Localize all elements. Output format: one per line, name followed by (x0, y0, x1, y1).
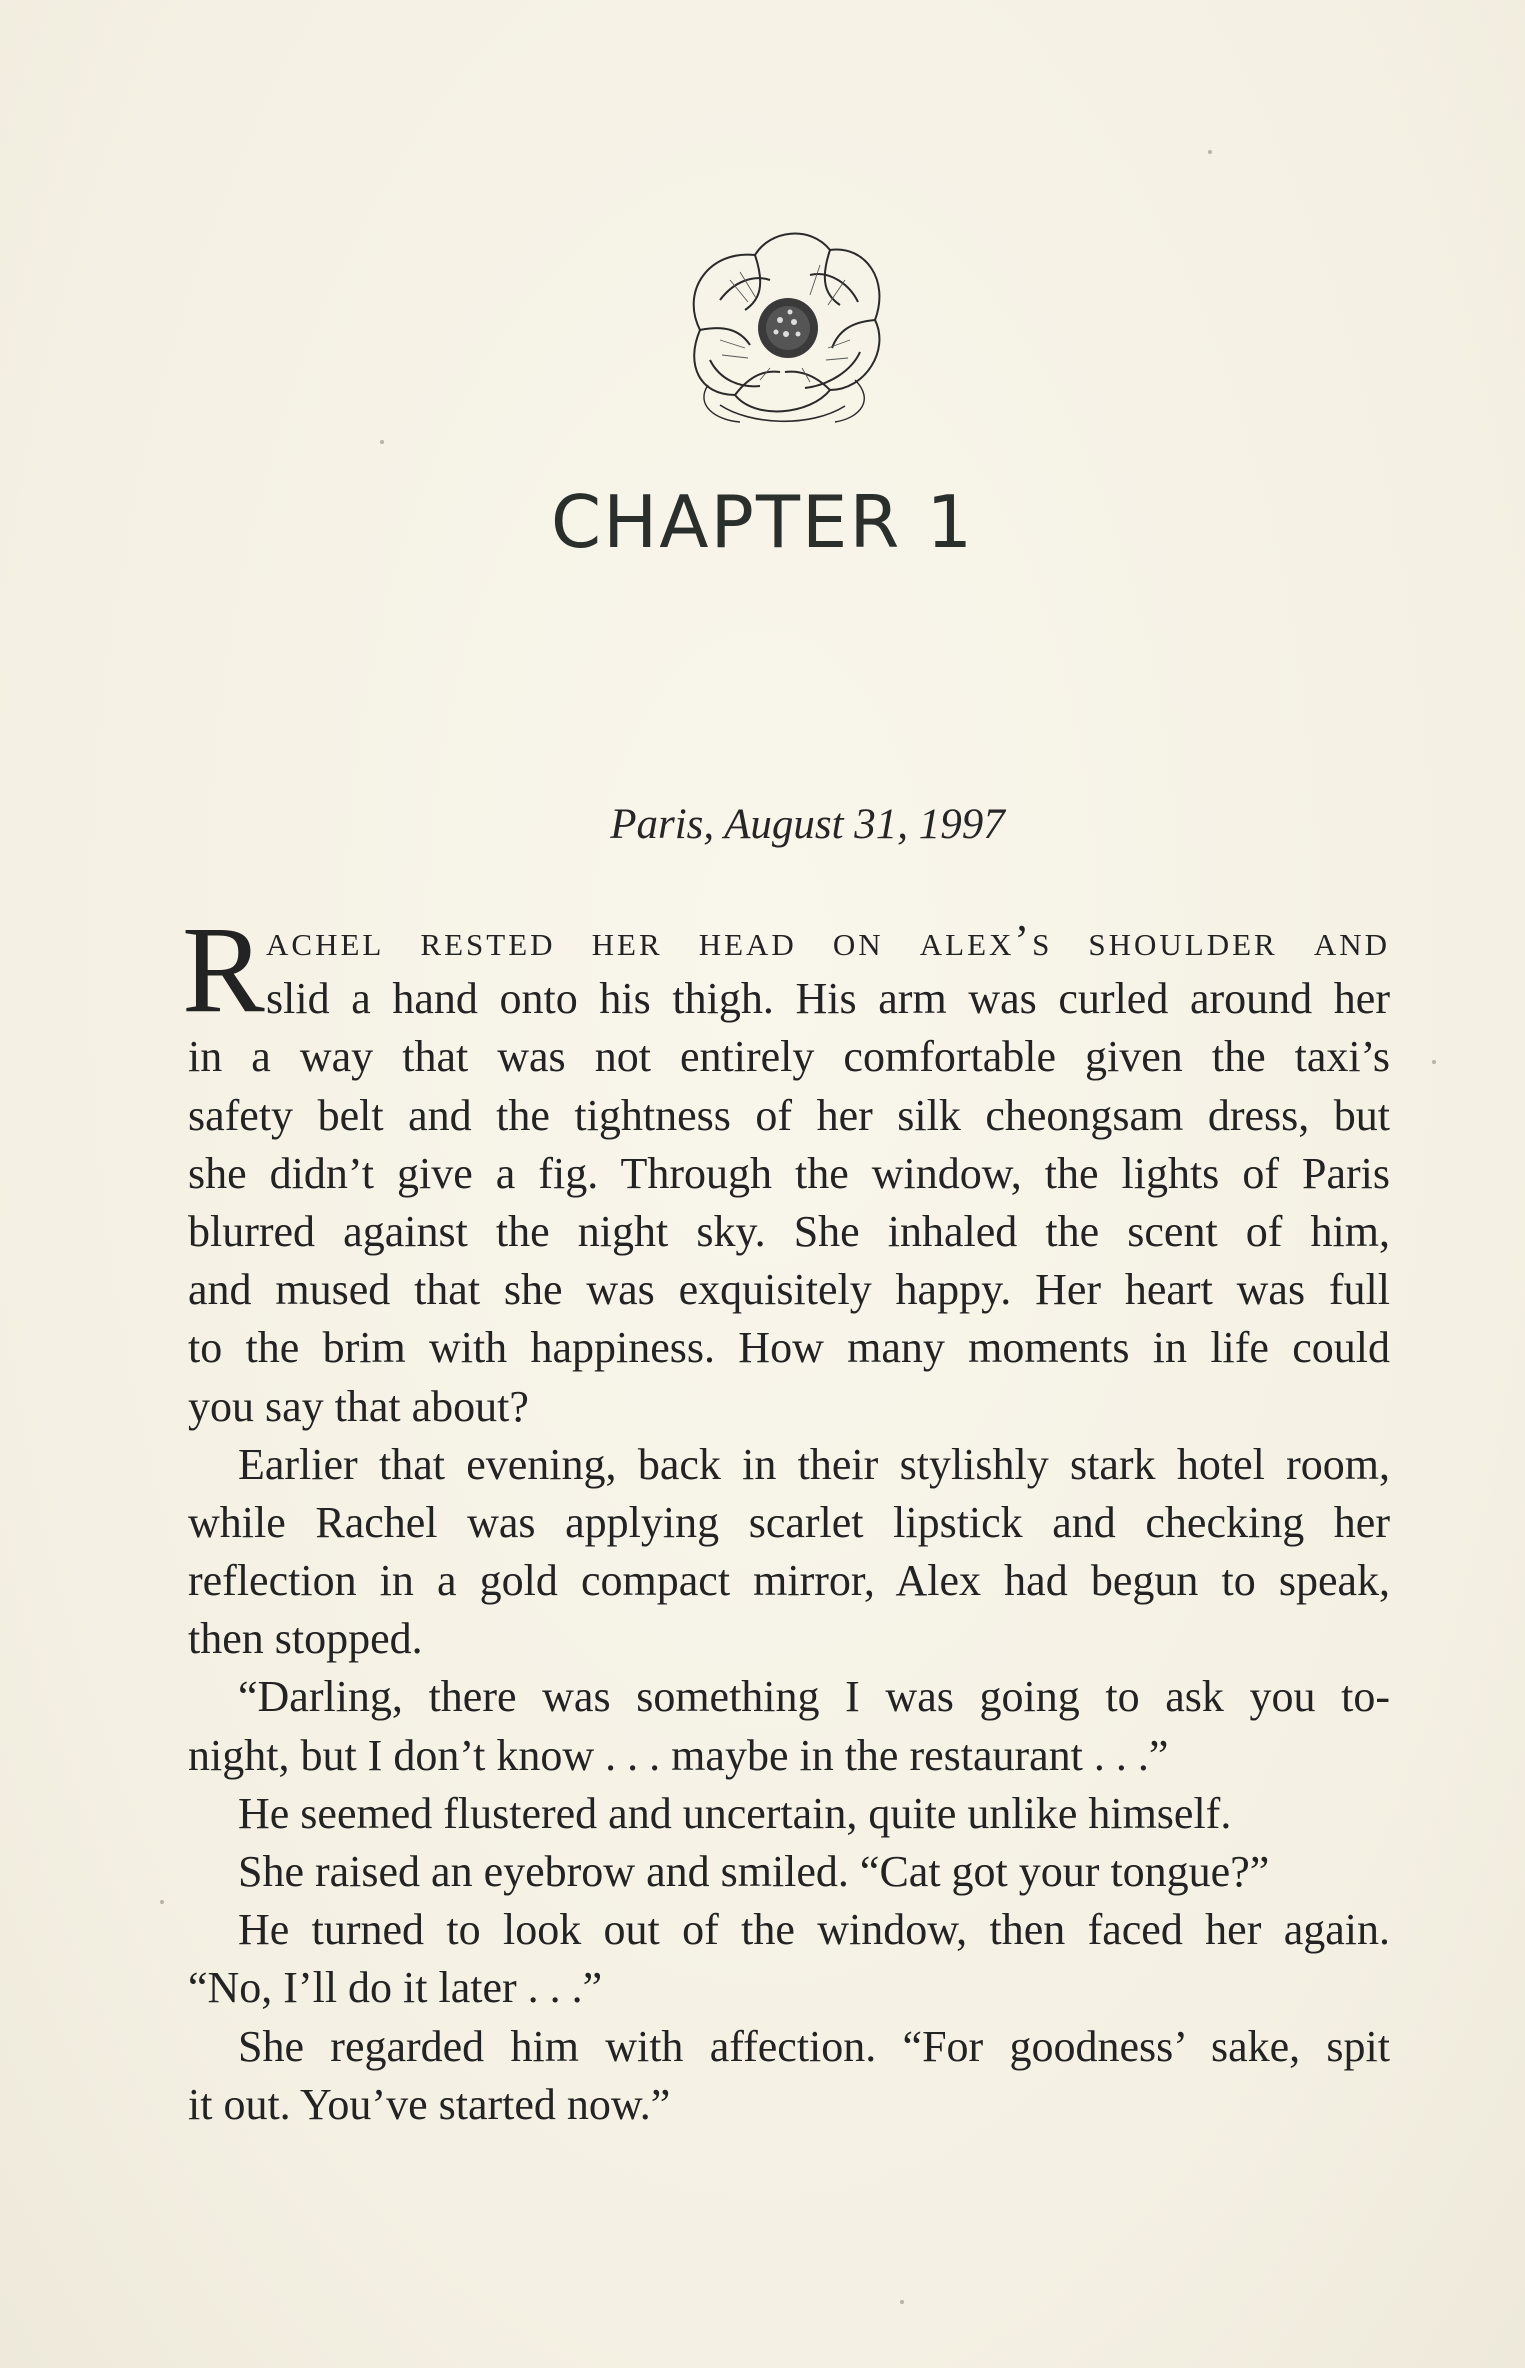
text-line: slid a hand onto his thigh. His arm was curled around her (266, 974, 1390, 1024)
text-line: She raised an eyebrow and smiled. “Cat got your tongue?” (238, 1847, 1270, 1896)
paragraph-4 (188, 1785, 1390, 1843)
paragraph-6 (188, 1901, 1390, 2017)
text-line: then stopped. (188, 1614, 423, 1664)
text-line: “No, I’ll do it later . . .” (188, 1963, 603, 2013)
dateline: Paris, August 31, 1997 (610, 801, 1005, 848)
text-line: She regarded him with affection. “For goodness’ sake, spit (238, 2021, 1390, 2071)
text-line: safety belt and the tightness of her silk cheongsam dress, but (188, 1090, 1390, 1140)
text-line: night, but I don’t know . . . maybe in the restaurant . . .” (188, 1730, 1169, 1780)
chapter-title: CHAPTER 1 (550, 480, 975, 564)
body-text (182, 901, 1390, 2134)
paragraph-5 (188, 1843, 1390, 1901)
flower-ornament-icon (660, 210, 900, 440)
text-line: she didn’t give a fig. Through the window, the lights of Paris (188, 1148, 1390, 1198)
paragraph-7 (188, 2018, 1390, 2134)
text-line: blurred against the night sky. She inhaled the scent of him, (188, 1206, 1390, 1256)
drop-cap: R (182, 901, 265, 1038)
text-line: He turned to look out of the window, then faced her again. (238, 1905, 1390, 1955)
text-line: it out. You’ve started now.” (188, 2079, 671, 2129)
text-line: and mused that she was exquisitely happy. Her heart was full (188, 1265, 1390, 1315)
paragraph-3 (188, 1668, 1390, 1784)
text-line: in a way that was not entirely comfortable given the taxi’s (188, 1032, 1390, 1082)
text-line: reflection in a gold compact mirror, Alex had begun to speak, (188, 1556, 1390, 1606)
paragraph-1 (182, 901, 1390, 1436)
text-line (188, 912, 1390, 970)
paragraph-2 (188, 1436, 1390, 1669)
text-line: Earlier that evening, back in their stylishly stark hotel room, (238, 1439, 1390, 1489)
text-line: to the brim with happiness. How many moments in life could (188, 1323, 1390, 1373)
text-line: while Rachel was applying scarlet lipstick and checking her (188, 1497, 1390, 1547)
text-line: “Darling, there was something I was going to ask you to- (238, 1672, 1390, 1722)
text-line: you say that about? (188, 1381, 529, 1431)
text-line: He seemed flustered and uncertain, quite unlike himself. (238, 1788, 1232, 1838)
lead-in-smallcaps: achel rested her head on alex’s shoulder and (266, 916, 1390, 965)
